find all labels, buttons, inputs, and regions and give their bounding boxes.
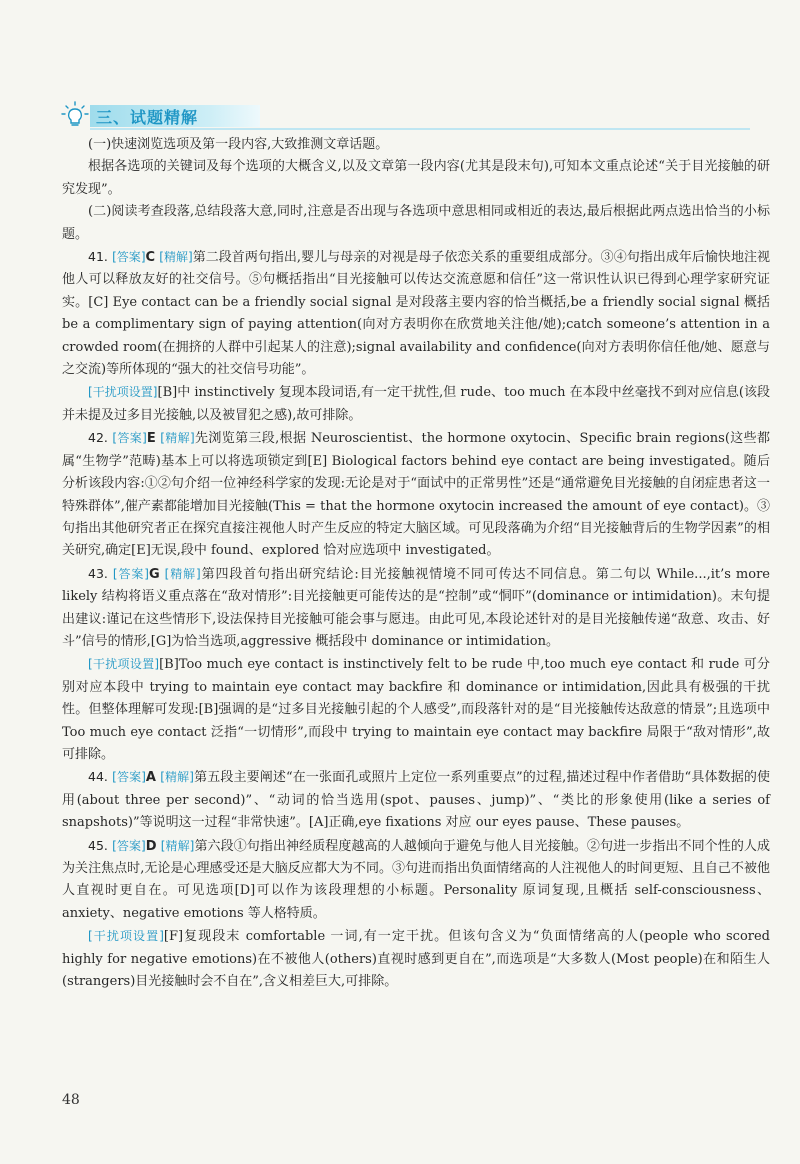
- intro-paragraph: 根据各选项的关键词及每个选项的大概含义,以及文章第一段内容(尤其是段末句),可知本文重点论述“关于目光接触的研究发现”。: [62, 159, 770, 197]
- answer-letter: E: [146, 431, 156, 447]
- item-number: 41.: [88, 249, 108, 265]
- explain-label: [精解]: [164, 566, 201, 581]
- answer-item-42: [62, 427, 770, 562]
- distractor-text: [B]中 instinctively 复现本段词语,有一定干扰性,但 rude、too much 在本段中丝毫找不到对应信息(该段并未提及过多目光接触,以及被冒犯之感),故可排除。: [62, 385, 770, 423]
- explain-label: [精解]: [160, 431, 195, 446]
- explanation-text: 第五段主要阐述“在一张面孔或照片上定位一系列重要点”的过程,描述过程中作者借助“具体数据的使用(about three per second)”、“动词的恰当选用(spot、pauses、jump)”、“类比的形象使用(like a series of snapshots)”等说明这一过程“非常快速”。[A]正确,eye fixations 对应 our eyes pause、These pauses。: [62, 770, 770, 831]
- answer-item-44: [62, 766, 770, 834]
- article-body: [62, 134, 770, 993]
- answer-label: [答案]: [112, 838, 146, 853]
- item-number: 44.: [88, 769, 108, 785]
- explanation-text: 先浏览第三段,根据 Neuroscientist、the hormone oxytocin、Specific brain regions(这些都属“生物学”范畴)基本上可以将选项锁定到[E] Biological factors behind eye contact are being investigated。随后分析该段内容:①②句介绍一位神经科学家的发现:无论是对于“面试中的正常男性”还是“通常避免目光接触的自闭症患者这一特殊群体”,催产素都能增加目光接触(This = that the hormone oxytocin increased the amount of eye contact)。③句指出其他研究者正在探究直接注视他人时产生反应的特定大脑区域。可见段落确为介绍“目光接触背后的生物学因素”的相关研究,确定[E]无误,段中 found、explored 恰对应选项中 investigated。: [62, 431, 770, 559]
- answer-item-41: [62, 246, 770, 381]
- item-number: 43.: [88, 565, 108, 581]
- answer-label: [答案]: [112, 431, 147, 446]
- explain-label: [精解]: [160, 770, 194, 785]
- lightbulb-icon: [60, 100, 90, 130]
- distractor-note-43: [62, 653, 770, 766]
- item-number: 42.: [88, 430, 108, 446]
- answer-letter: G: [148, 566, 160, 582]
- page-number: 48: [62, 1092, 80, 1108]
- item-number: 45.: [88, 837, 108, 853]
- answer-label: [答案]: [112, 250, 146, 265]
- answer-item-43: [62, 563, 770, 654]
- answer-label: [答案]: [112, 770, 146, 785]
- distractor-text: [F]复现段末 comfortable 一词,有一定干扰。但该句含义为“负面情绪高的人(people who scored highly for negative emotions)在不被他人(others)直视时感到更自在”,而选项是“大多数人(Most people)在和陌生人(strangers)目光接触时会不自在”,含义相差巨大,可排除。: [62, 929, 770, 990]
- answer-letter: C: [145, 250, 156, 266]
- explain-label: [精解]: [159, 250, 193, 265]
- distractor-label: [干扰项设置]: [88, 385, 158, 400]
- explain-label: [精解]: [160, 838, 195, 853]
- distractor-note-41: [62, 381, 770, 427]
- section-title: 三、试题精解: [96, 108, 199, 127]
- distractor-label: [干扰项设置]: [88, 929, 164, 944]
- header-divider: [90, 128, 750, 130]
- answer-item-45: [62, 835, 770, 926]
- distractor-text: [B]Too much eye contact is instinctively felt to be rude 中,too much eye contact 和 rude 可分别对应本段中 trying to maintain eye contact may backfire 和 dominance or intimidation,因此具有极强的干扰性。但整体理解可发现:[B]强调的是“过多目光接触引起的个人感受”,而段落针对的是“目光接触传达敌意的情景”;且选项中 Too much eye contact 泛指“一切情形”,而段中 trying to maintain eye contact may backfire 局限于“敌对情形”,故可排除。: [62, 657, 770, 762]
- distractor-label: [干扰项设置]: [88, 657, 160, 672]
- answer-label: [答案]: [112, 566, 149, 581]
- answer-letter: A: [145, 770, 156, 786]
- explanation-text: 第六段①句指出神经质程度越高的人越倾向于避免与他人目光接触。②句进一步指出不同个性的人成为关注焦点时,无论是心理感受还是大脑反应都大为不同。③句进而指出负面情绪高的人注视他人的时间更短、且自己不被他人直视时更自在。可见选项[D]可以作为该段理想的小标题。Personality 原词复现,且概括 self-consciousness、anxiety、negative emotions 等人格特质。: [62, 838, 770, 921]
- distractor-note-45: [62, 925, 770, 993]
- explanation-text: 第二段首两句指出,婴儿与母亲的对视是母子依恋关系的重要组成部分。③④句指出成年后愉快地注视他人可以释放友好的社交信号。⑤句概括指出“目光接触可以传达交流意愿和信任”这一常识性认识已得到心理学家研究证实。[C] Eye contact can be a friendly social signal 是对段落主要内容的恰当概括,be a friendly social signal 概括 be a complimentary sign of paying attention(向对方表明你在欣赏地关注他/她);catch someone’s attention in a crowded room(在拥挤的人群中引起某人的注意);signal availability and confidence(向对方表明你信任他/她、愿意与之交流)等所体现的“强大的社交信号功能”。: [62, 250, 771, 378]
- explanation-text: 第四段首句指出研究结论:目光接触视情境不同可传达不同信息。第二句以 While...,it’s more likely 结构将语义重点落在“敌对情形”:目光接触更可能传达的是“控制”或“恫吓”(dominance or intimidation)。末句提出建议:谨记在这些情形下,设法保持目光接触可能会事与愿违。由此可见,本段论述针对的是目光接触传递“敌意、攻击、好斗”信号的情形,[G]为恰当选项,aggressive 概括段中 dominance or intimidation。: [62, 566, 770, 649]
- answer-letter: D: [145, 838, 157, 854]
- section-header: [60, 100, 750, 130]
- intro-paragraph: (一)快速浏览选项及第一段内容,大致推测文章话题。: [88, 137, 389, 152]
- intro-paragraph: (二)阅读考查段落,总结段落大意,同时,注意是否出现与各选项中意思相同或相近的表达,最后根据此两点选出恰当的小标题。: [62, 204, 770, 242]
